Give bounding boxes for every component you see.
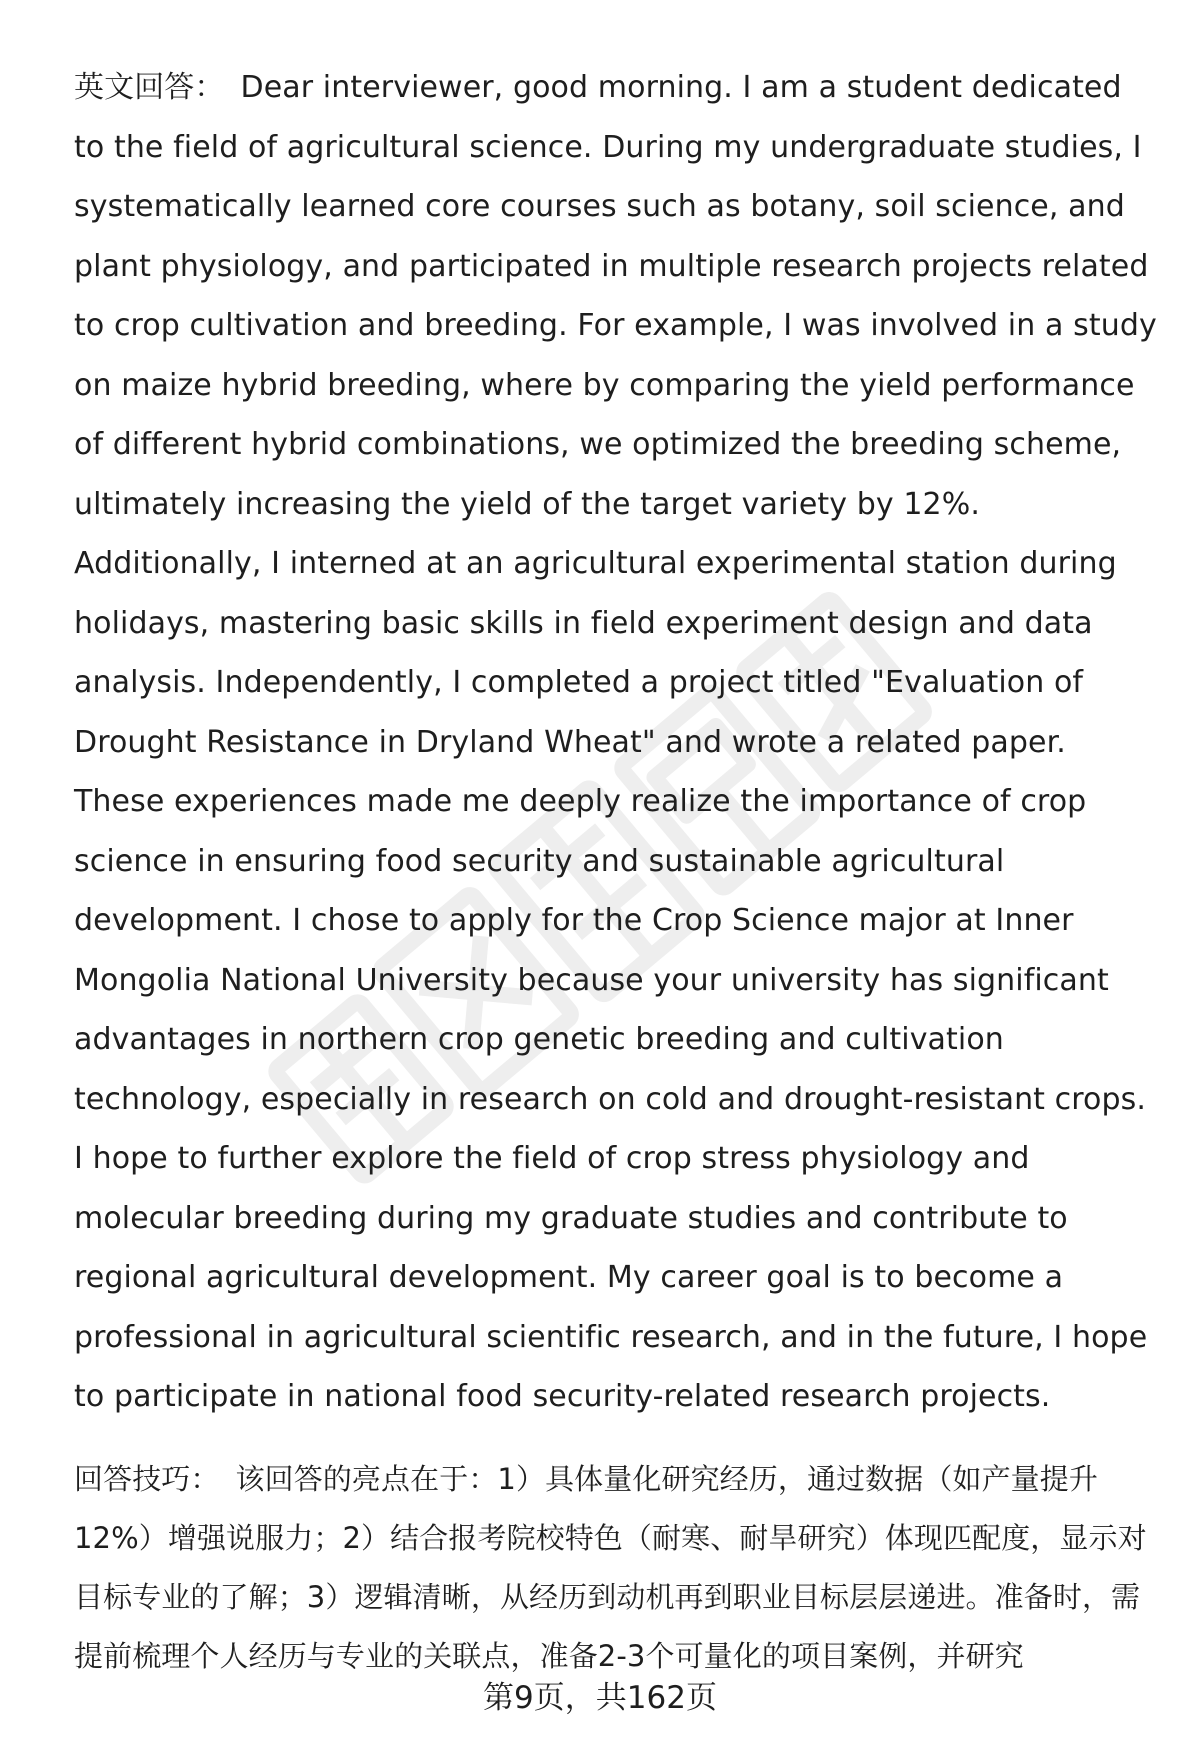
- answer-tips-text: 该回答的亮点在于：1）具体量化研究经历，通过数据（如产量提升12%）增强说服力；2）结合报考院校特色（耐寒、耐旱研究）体现匹配度，显示对目标专业的了解；3）逻辑清晰，从经历到动机再到职业目标层层递进。准备时，需提前梳理个人经历与专业的关联点，准备2-3个可量化的项目案例，并研究: [74, 1461, 1147, 1673]
- page-number: 第9页，共162页: [483, 1680, 717, 1716]
- answer-tips-paragraph: [74, 1450, 1159, 1686]
- document-body: [74, 58, 1159, 1686]
- english-answer-label: 英文回答：: [74, 70, 225, 105]
- answer-tips-label: 回答技巧：: [74, 1461, 220, 1496]
- english-answer-text: Dear interviewer, good morning. I am a student dedicated to the field of agricultural science. During my undergraduate studies, I systematically learned core courses such as botany, soil science, and plant physiology, and participated in multiple research projects related to crop cultivation and breeding. For example, I was involved in a study on maize hybrid breeding, where by comparing the yield performance of different hybrid combinations, we optimized the breeding scheme, ultimately increasing the yield of the target variety by 12%. Additionally, I interned at an agricultural experimental station during holidays, mastering basic skills in field experiment design and data analysis. Independently, I completed a project titled "Evaluation of Drought Resistance in Dryland Wheat" and wrote a related paper. These experiences made me deeply realize the importance of crop science in ensuring food security and sustainable agricultural development. I chose to apply for the Crop Science major at Inner Mongolia National University because your university has significant advantages in northern crop genetic breeding and cultivation technology, especially in research on cold and drought-resistant crops. I hope to further explore the field of crop stress physiology and molecular breeding during my graduate studies and contribute to regional agricultural development. My career goal is to become a professional in agricultural scientific research, and in the future, I hope to participate in national food security-related research projects.: [74, 70, 1157, 1414]
- english-answer-paragraph: [74, 58, 1159, 1427]
